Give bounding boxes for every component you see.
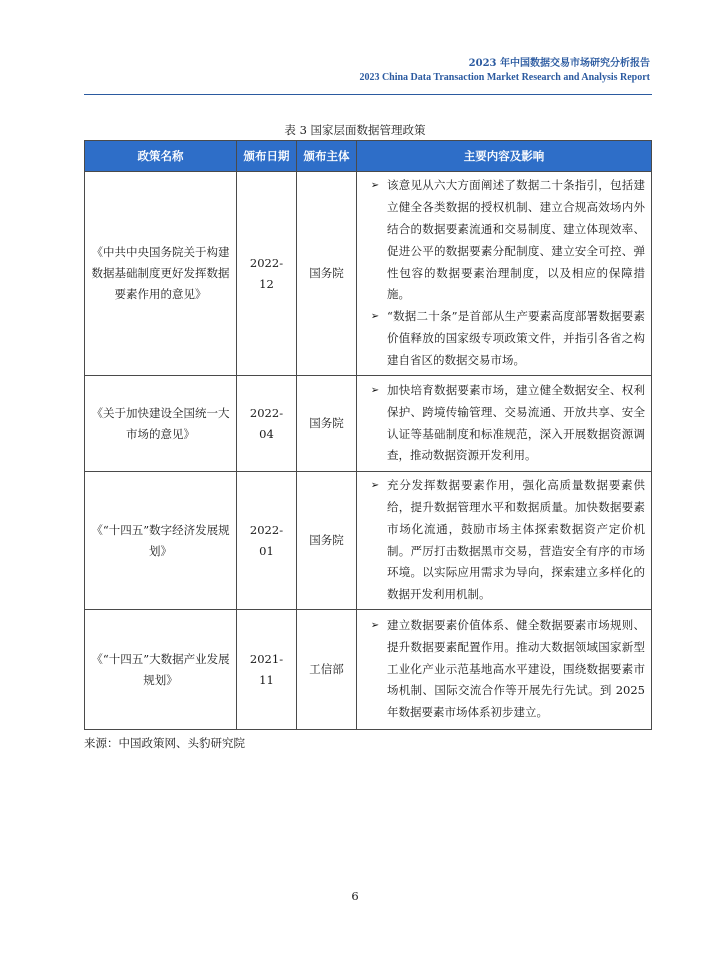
column-header-issuer: 颁布主体 xyxy=(297,141,357,172)
content-point xyxy=(363,615,645,724)
header-divider xyxy=(84,94,652,95)
policy-date-cell: 2022-12 xyxy=(237,172,297,376)
content-point-text: 加快培育数据要素市场，建立健全数据安全、权利保护、跨境传输管理、交易流通、开放共享、安全认证等基础制度和标准规范，深入开展数据资源调查，推动数据资源开发利用。 xyxy=(387,382,645,463)
table-header-row xyxy=(85,141,652,172)
arrow-bullet-icon: ➢ xyxy=(370,480,380,492)
table-row xyxy=(85,376,652,472)
policy-name-cell: 《“十四五”数字经济发展规划》 xyxy=(85,472,237,610)
content-point-text: 该意见从六大方面阐述了数据二十条指引，包括建立健全各类数据的授权机制、建立合规高效场内外结合的数据要素流通和交易制度、建立体现效率、促进公平的数据要素分配制度、建立安全可控、弹性包容的数据要素治理制度，以及相应的保障措施。 xyxy=(387,178,645,302)
content-point xyxy=(363,306,645,371)
policy-table xyxy=(84,140,652,730)
policy-date-cell: 2022-01 xyxy=(237,472,297,610)
table-caption: 表 3 国家层面数据管理政策 xyxy=(284,123,426,137)
arrow-bullet-icon: ➢ xyxy=(370,311,380,323)
policy-name-cell: 《“十四五”大数据产业发展规划》 xyxy=(85,610,237,730)
policy-content-cell xyxy=(357,472,652,610)
policy-name-cell: 《关于加快建设全国统一大市场的意见》 xyxy=(85,376,237,472)
policy-issuer-cell: 国务院 xyxy=(297,172,357,376)
content-point-text: “数据二十条”是首部从生产要素高度部署数据要素价值释放的国家级专项政策文件，并指引各省之构建自省区的数据交易市场。 xyxy=(387,309,645,367)
policy-date-cell: 2022-04 xyxy=(237,376,297,472)
report-title-en: 2023 China Data Transaction Market Research and Analysis Report xyxy=(359,72,650,83)
policy-content-cell xyxy=(357,610,652,730)
policy-content-cell xyxy=(357,172,652,376)
arrow-bullet-icon: ➢ xyxy=(370,180,380,192)
table-row xyxy=(85,610,652,730)
content-point xyxy=(363,475,645,606)
content-point xyxy=(363,175,645,306)
content-point-text: 建立数据要素价值体系、健全数据要素市场规则、提升数据要素配置作用。推动大数据领域国家新型工业化产业示范基地高水平建设，围绕数据要素市场机制、国际交流合作等开展先行先试。到 2025 年数据要素市场体系初步建立。 xyxy=(387,618,645,720)
table-row xyxy=(85,472,652,610)
page-number: 6 xyxy=(351,889,359,903)
policy-issuer-cell: 国务院 xyxy=(297,472,357,610)
arrow-bullet-icon: ➢ xyxy=(370,384,380,396)
content-point-text: 充分发挥数据要素作用，强化高质量数据要素供给，提升数据管理水平和数据质量。加快数据要素市场化流通，鼓励市场主体探索数据资产定价机制。严厉打击数据黑市交易，营造安全有序的市场环境。以实际应用需求为导向，探索建立多样化的数据开发利用机制。 xyxy=(387,478,645,602)
content-point xyxy=(363,380,645,467)
policy-issuer-cell: 国务院 xyxy=(297,376,357,472)
arrow-bullet-icon: ➢ xyxy=(370,620,380,631)
column-header-content: 主要内容及影响 xyxy=(357,141,652,172)
policy-date-cell: 2021-11 xyxy=(237,610,297,730)
report-title-cn: 2023 年中国数据交易市场研究分析报告 xyxy=(468,58,650,69)
policy-content-cell xyxy=(357,376,652,472)
policy-issuer-cell: 工信部 xyxy=(297,610,357,730)
table-row xyxy=(85,172,652,376)
column-header-date: 颁布日期 xyxy=(237,141,297,172)
source-note: 来源：中国政策网、头豹研究院 xyxy=(84,736,245,750)
policy-name-cell: 《中共中央国务院关于构建数据基础制度更好发挥数据要素作用的意见》 xyxy=(85,172,237,376)
column-header-policy-name: 政策名称 xyxy=(85,141,237,172)
